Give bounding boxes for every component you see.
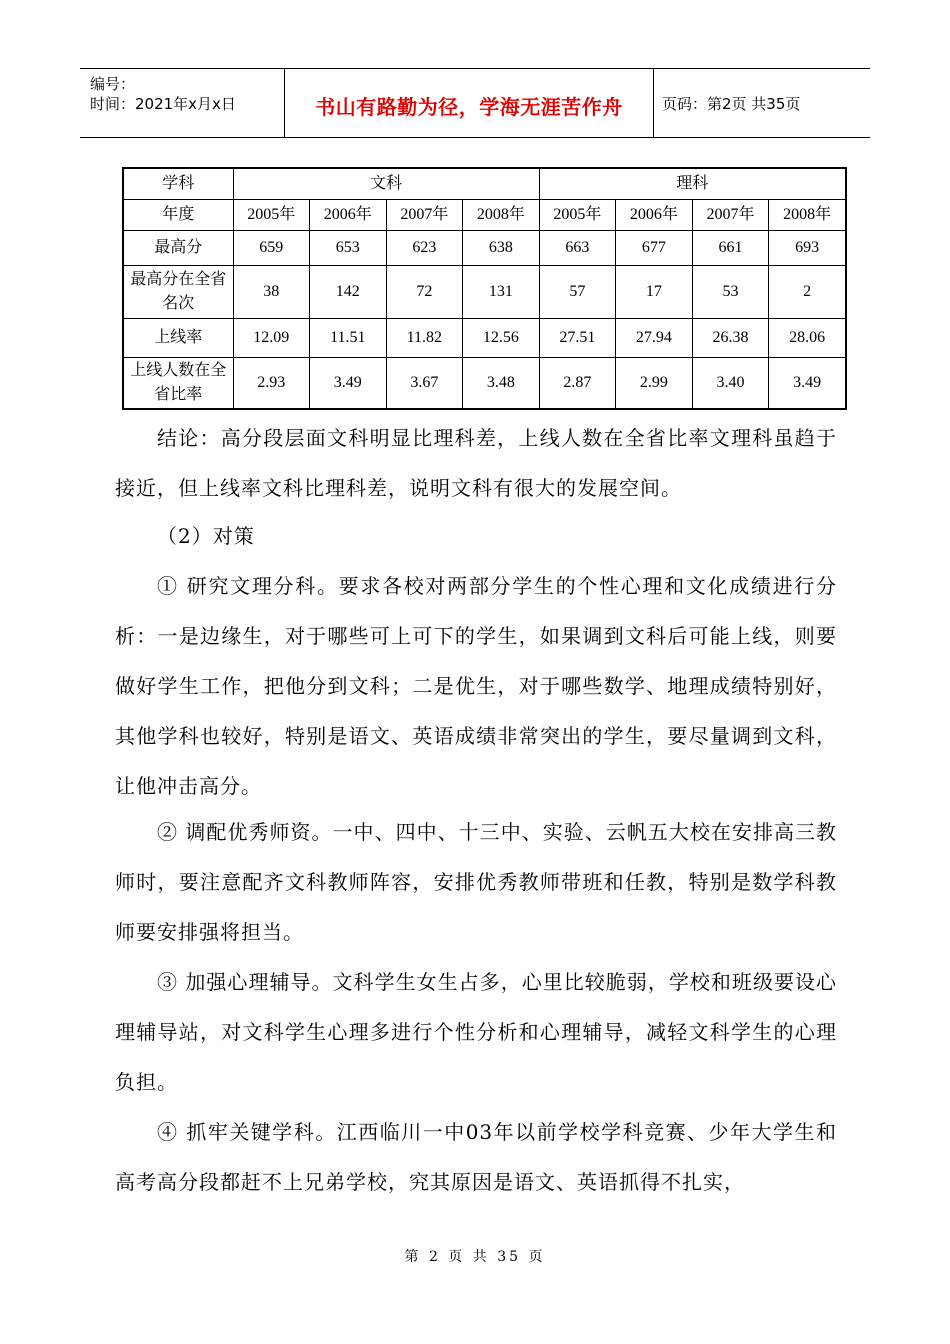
table-cell: 72 [386, 266, 463, 319]
table-cell: 693 [769, 231, 846, 266]
table-cell: 26.38 [692, 319, 769, 358]
row-label: 最高分 [123, 231, 233, 266]
score-table [122, 167, 847, 410]
table-row [123, 231, 846, 266]
table-cell: 28.06 [769, 319, 846, 358]
strategy-item-4: ④ 抓牢关键学科。江西临川一中03年以前学校学科竞赛、少年大学生和高考高分段都赶不上兄弟学校，究其原因是语文、英语抓得不扎实， [115, 1120, 837, 1194]
table-cell: 3.40 [692, 358, 769, 410]
table-year-row [123, 200, 846, 231]
table-cell: 659 [233, 231, 310, 266]
table-cell: 2.93 [233, 358, 310, 410]
strategy-item-2: ② 调配优秀师资。一中、四中、十三中、实验、云帆五大校在安排高三教师时，要注意配齐文科教师阵容，安排优秀教师带班和任教，特别是数学科教师要安排强将担当。 [115, 820, 837, 944]
table-cell: 17 [616, 266, 693, 319]
year-cell: 2006年 [616, 200, 693, 231]
table-cell: 663 [539, 231, 616, 266]
science-header: 理科 [539, 168, 846, 200]
table-cell: 12.56 [463, 319, 540, 358]
table-cell: 661 [692, 231, 769, 266]
conclusion-paragraph: 结论：高分段层面文科明显比理科差，上线人数在全省比率文理科虽趋于接近，但上线率文科比理科差，说明文科有很大的发展空间。 [115, 426, 837, 500]
table-cell: 3.49 [310, 358, 387, 410]
table-row [123, 266, 846, 319]
table-row [123, 358, 846, 410]
page-footer: 第 2 页 共 35 页 [404, 1249, 546, 1265]
table-cell: 2.99 [616, 358, 693, 410]
arts-header: 文科 [233, 168, 539, 200]
page-header [80, 68, 870, 138]
table-cell: 2 [769, 266, 846, 319]
table-cell: 11.51 [310, 319, 387, 358]
motto-text: 书山有路勤为径，学海无涯苦作舟 [315, 95, 623, 119]
strategy-item-1: ① 研究文理分科。要求各校对两部分学生的个性心理和文化成绩进行分析：一是边缘生，对于哪些可上可下的学生，如果调到文科后可能上线，则要做好学生工作，把他分到文科；二是优生，对于哪些数学、地理成绩特别好，其他学科也较好，特别是语文、英语成绩非常突出的学生，要尽量调到文科，让他冲击高分。 [115, 574, 837, 798]
table-cell: 623 [386, 231, 463, 266]
subject-header: 学科 [123, 168, 233, 200]
year-header: 年度 [123, 200, 233, 231]
header-page-cell [652, 69, 870, 137]
table-cell: 38 [233, 266, 310, 319]
table-cell: 53 [692, 266, 769, 319]
year-cell: 2008年 [463, 200, 540, 231]
table-cell: 653 [310, 231, 387, 266]
header-motto-cell [284, 69, 654, 137]
row-label: 最高分在全省名次 [123, 266, 233, 319]
year-cell: 2006年 [310, 200, 387, 231]
year-cell: 2005年 [233, 200, 310, 231]
time-label: 时间：2021年x月x日 [90, 95, 236, 113]
year-cell: 2007年 [386, 200, 463, 231]
table-cell: 11.82 [386, 319, 463, 358]
section-heading: （2）对策 [157, 524, 255, 548]
table-cell: 3.49 [769, 358, 846, 410]
row-label: 上线率 [123, 319, 233, 358]
table-cell: 12.09 [233, 319, 310, 358]
table-header-row [123, 168, 846, 200]
table-cell: 27.51 [539, 319, 616, 358]
table-cell: 638 [463, 231, 540, 266]
year-cell: 2005年 [539, 200, 616, 231]
table-cell: 142 [310, 266, 387, 319]
strategy-item-3: ③ 加强心理辅导。文科学生女生占多，心里比较脆弱，学校和班级要设心理辅导站，对文科学生心理多进行个性分析和心理辅导，减轻文科学生的心理负担。 [115, 970, 837, 1094]
row-label: 上线人数在全省比率 [123, 358, 233, 410]
table-cell: 677 [616, 231, 693, 266]
table-cell: 57 [539, 266, 616, 319]
page-info: 页码：第2页 共35页 [662, 95, 801, 113]
table-cell: 131 [463, 266, 540, 319]
header-meta [80, 69, 284, 137]
table-cell: 27.94 [616, 319, 693, 358]
table-cell: 3.67 [386, 358, 463, 410]
table-cell: 3.48 [463, 358, 540, 410]
year-cell: 2007年 [692, 200, 769, 231]
year-cell: 2008年 [769, 200, 846, 231]
number-label: 编号： [90, 75, 136, 93]
table-row [123, 319, 846, 358]
table-cell: 2.87 [539, 358, 616, 410]
